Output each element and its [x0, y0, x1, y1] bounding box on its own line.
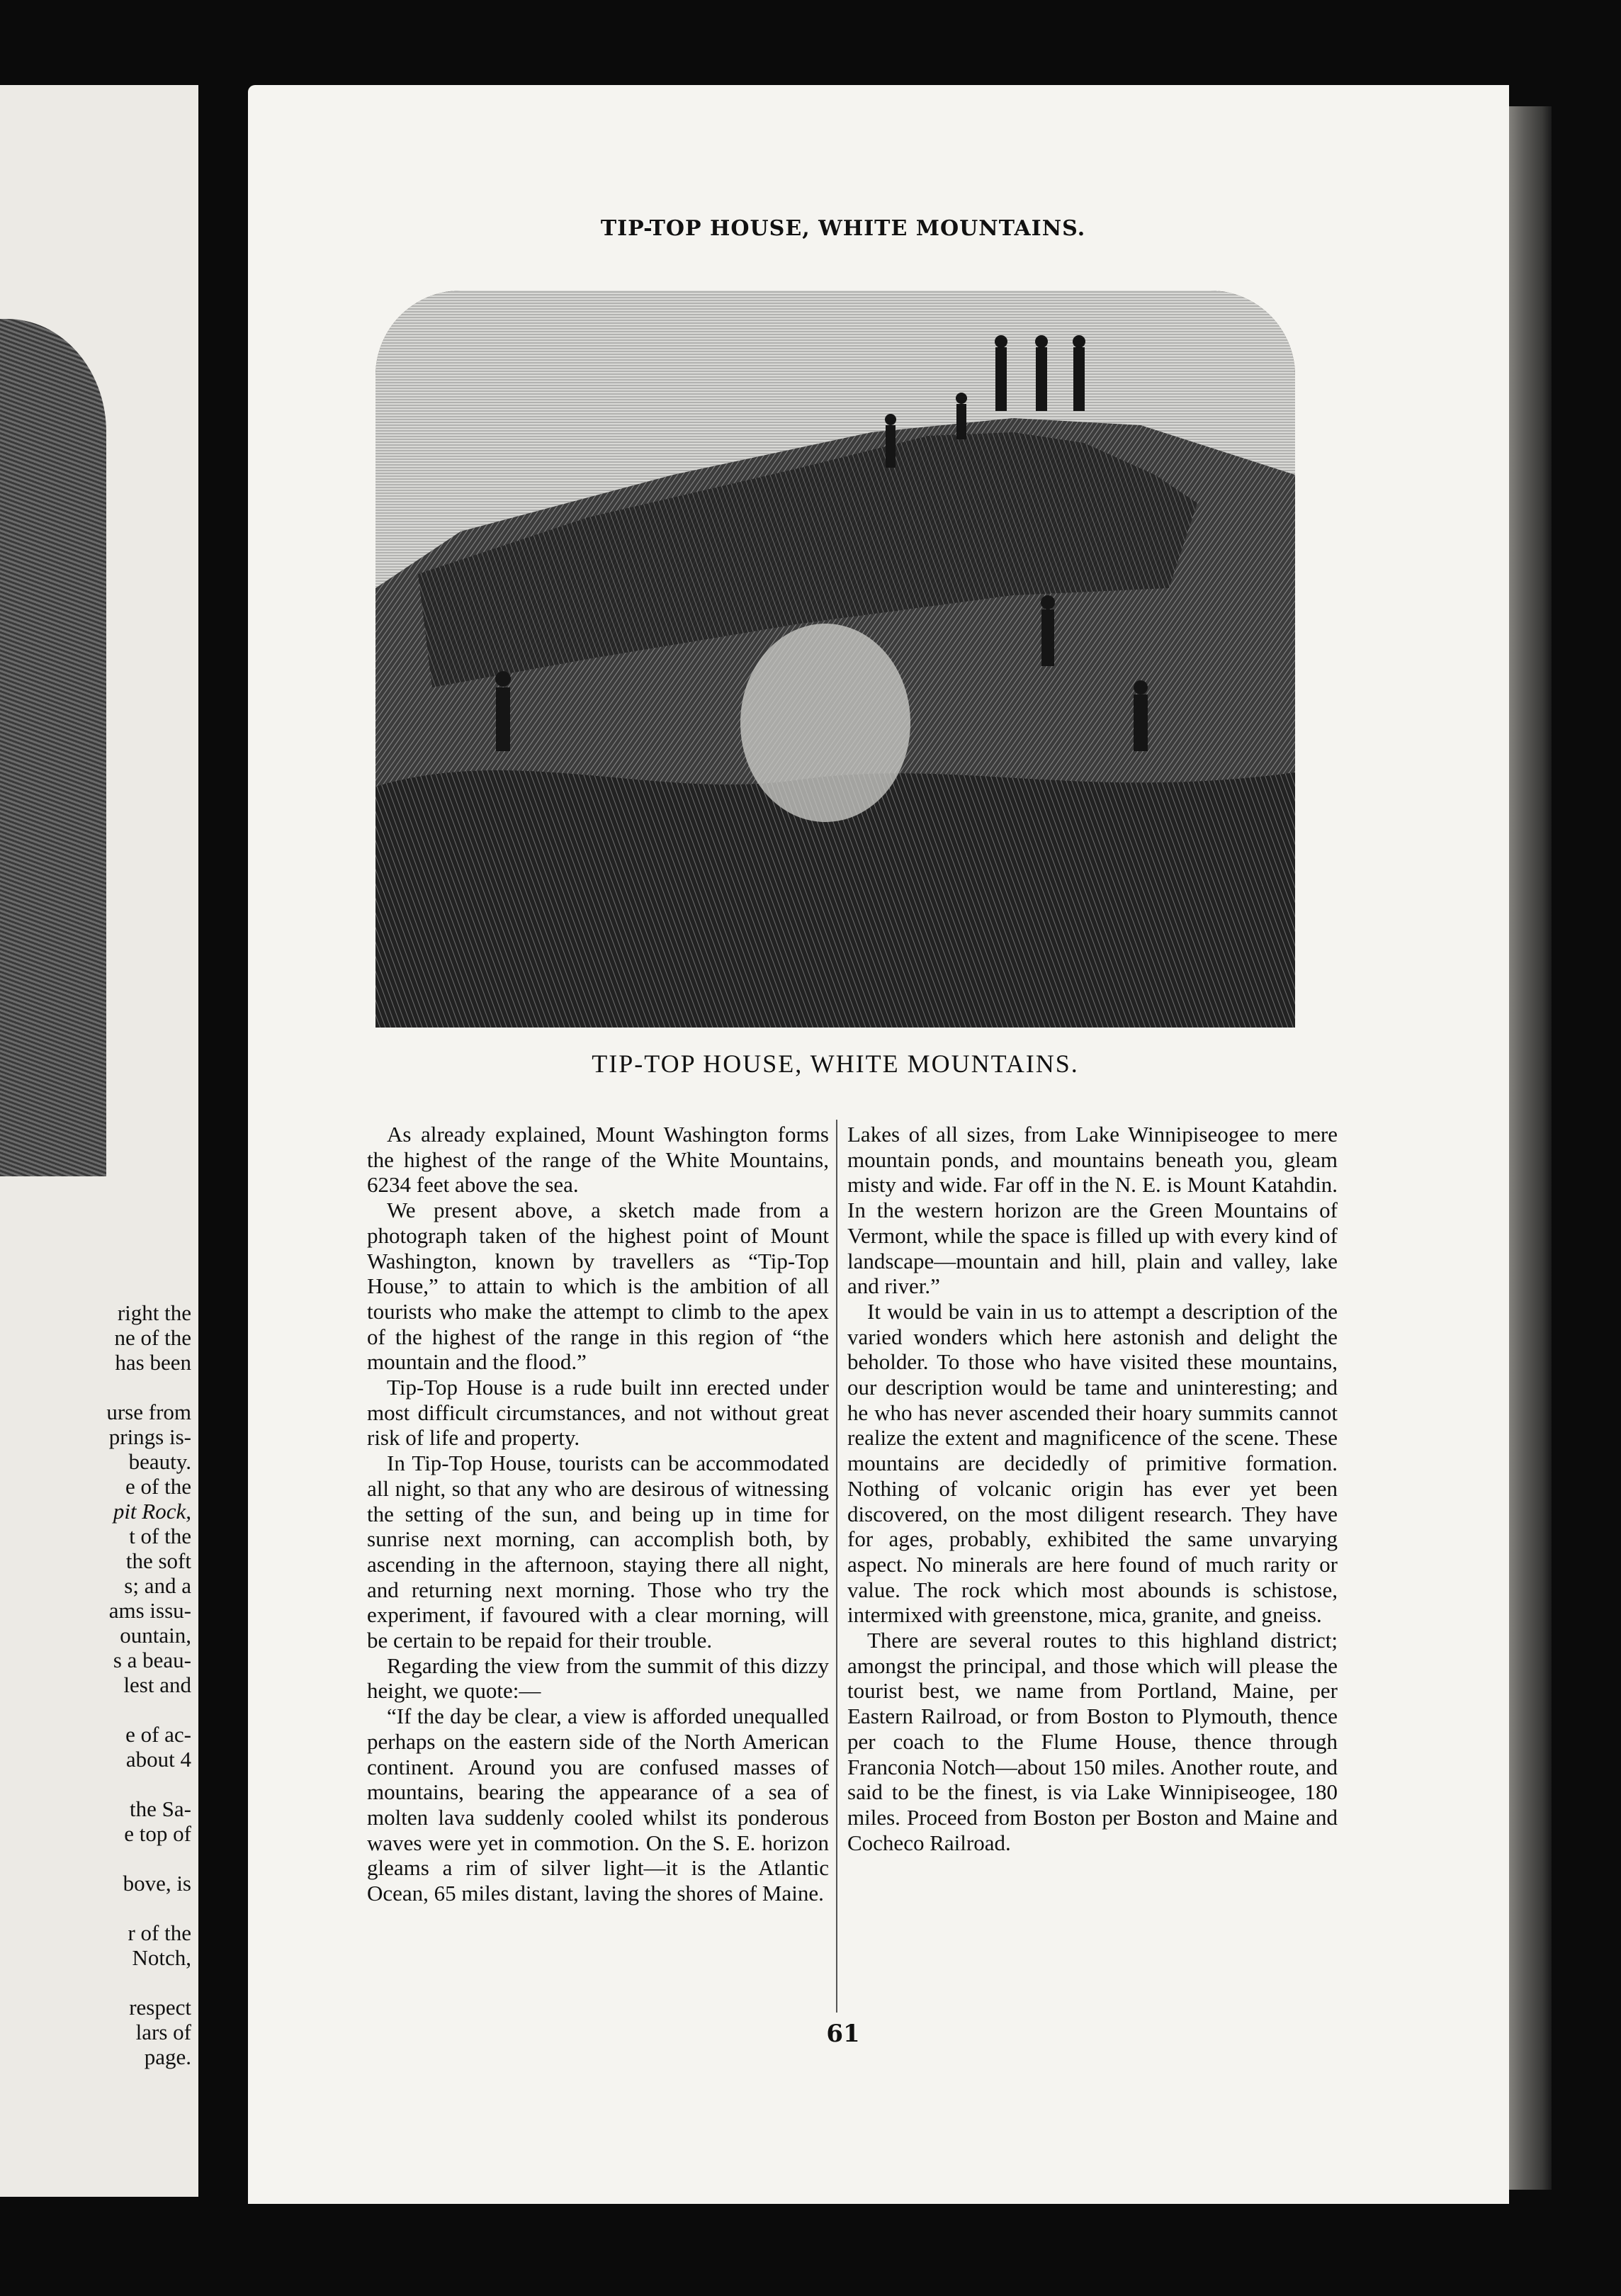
left-page-line: bove, is [123, 1871, 191, 1896]
left-page-line: s a beau- [113, 1648, 191, 1672]
left-page-line: respect [129, 1995, 191, 2020]
left-page-line: has been [115, 1350, 191, 1375]
left-page-line: urse from [106, 1400, 191, 1424]
paragraph: We present above, a sketch made from a photograph taken of the highest point of Mount Washington, known by travellers as “Tip-Top House,” to attain to which is the ambition of all tourists who make the attempt to climb to the apex of the highest of the range in this region of “the mountain and the flood.” [367, 1198, 829, 1375]
column-rule [836, 1120, 837, 2013]
left-page-line: Notch, [132, 1945, 191, 1970]
left-page-line: e of ac- [125, 1722, 191, 1747]
left-page-line: about 4 [125, 1747, 191, 1772]
left-page-line: s; and a [124, 1573, 191, 1598]
paragraph: As already explained, Mount Washington forms the highest of the range of the White Mountains, 6234 feet above the sea. [367, 1122, 829, 1198]
left-page-fragment [0, 85, 198, 2197]
paragraph: Tip-Top House is a rude built inn erected under most difficult circumstances, and not without great risk of life and property. [367, 1375, 829, 1451]
left-page-line: e top of [124, 1821, 191, 1846]
paragraph: In Tip-Top House, tourists can be accommodated all night, so that any who are desirous of witnessing the setting of the sun, and being up in time for sunrise next morning, can accomplish both, by ascending in the afternoon, staying there all night, and returning next morning. Those who try the experiment, if favoured with a clear morning, will be certain to be repaid for their trouble. [367, 1451, 829, 1653]
paragraph: “If the day be clear, a view is afforded unequalled perhaps on the eastern side of the North American continent. Around you are confused masses of mountains, bearing the appearance of a sea of molten lava suddenly cooled whilst its ponderous waves were yet in commotion. On the S. E. horizon gleams a rim of silver light—it is the Atlantic Ocean, 65 miles distant, laving the shores of Maine. [367, 1704, 829, 1906]
left-page-line: lest and [123, 1672, 191, 1697]
left-page-line [0, 1697, 191, 1722]
left-page-line: the soft [125, 1548, 191, 1573]
text-column-left [367, 1122, 829, 1906]
left-page-line [0, 1772, 191, 1796]
illustration-caption: TIP-TOP HOUSE, WHITE MOUNTAINS. [592, 1049, 1079, 1078]
left-page-line: prings is- [108, 1424, 191, 1449]
left-page-line: lars of [135, 2020, 191, 2044]
book-gutter [198, 0, 248, 2296]
left-page-line: r of the [128, 1920, 191, 1945]
left-page-line: t of the [129, 1524, 191, 1548]
left-page-line: ountain, [120, 1623, 191, 1648]
left-page-line: beauty. [128, 1449, 191, 1474]
left-page-illustration [0, 319, 106, 1176]
left-page-line: pit Rock, [113, 1499, 191, 1524]
engraving-illustration [375, 291, 1295, 1028]
left-page-line: ams issu- [108, 1598, 191, 1623]
left-page-line: right the [117, 1300, 191, 1325]
text-column-right [847, 1122, 1338, 1855]
running-head: TIP-TOP HOUSE, WHITE MOUNTAINS. [600, 216, 1086, 241]
left-page-line [0, 1896, 191, 1920]
left-page-line: page. [144, 2044, 191, 2069]
left-page-line: ne of the [114, 1325, 191, 1350]
page-number: 61 [826, 2020, 860, 2048]
left-page-line: e of the [125, 1474, 191, 1499]
paragraph: Lakes of all sizes, from Lake Winnipiseogee to mere mountain ponds, and mountains beneath you, gleam misty and wide. Far off in the N. E. is Mount Katahdin. In the western horizon are the Green Mountains of Vermont, while the space is filled up with every kind of landscape—mountain and hill, plain and valley, lake and river.” [847, 1122, 1338, 1299]
paragraph: It would be vain in us to attempt a description of the varied wonders which here astonish and delight the beholder. To those who have visited these mountains, our description would be tame and uninteresting; and he who has never ascended their hoary summits cannot realize the extent and magnificence of the scene. These mountains are decidedly of primitive formation. Nothing of volcanic origin has ever yet been discovered, on the most diligent research. They have for ages, probably, exhibited the same unvarying aspect. No minerals are here found of much rarity or value. The rock which most abounds is schistose, intermixed with greenstone, mica, granite, and gneiss. [847, 1298, 1338, 1628]
left-page-line [0, 1970, 191, 1995]
paragraph: Regarding the view from the summit of this dizzy height, we quote:— [367, 1653, 829, 1704]
left-page-line [0, 1846, 191, 1871]
page-edge [1506, 106, 1552, 2190]
left-page-text [0, 1300, 191, 2069]
mist-cloud [740, 624, 910, 822]
left-page-line [0, 1375, 191, 1400]
paragraph: There are several routes to this highland district; amongst the principal, and those which will please the tourist best, we name from Portland, Maine, per Eastern Railroad, or from Boston to Plymouth, thence per coach to the Flume House, thence through Franconia Notch—about 150 miles. Another route, and said to be the finest, is via Lake Winnipiseogee, 180 miles. Proceed from Boston per Boston and Maine and Cocheco Railroad. [847, 1628, 1338, 1855]
left-page-line: the Sa- [130, 1796, 191, 1821]
